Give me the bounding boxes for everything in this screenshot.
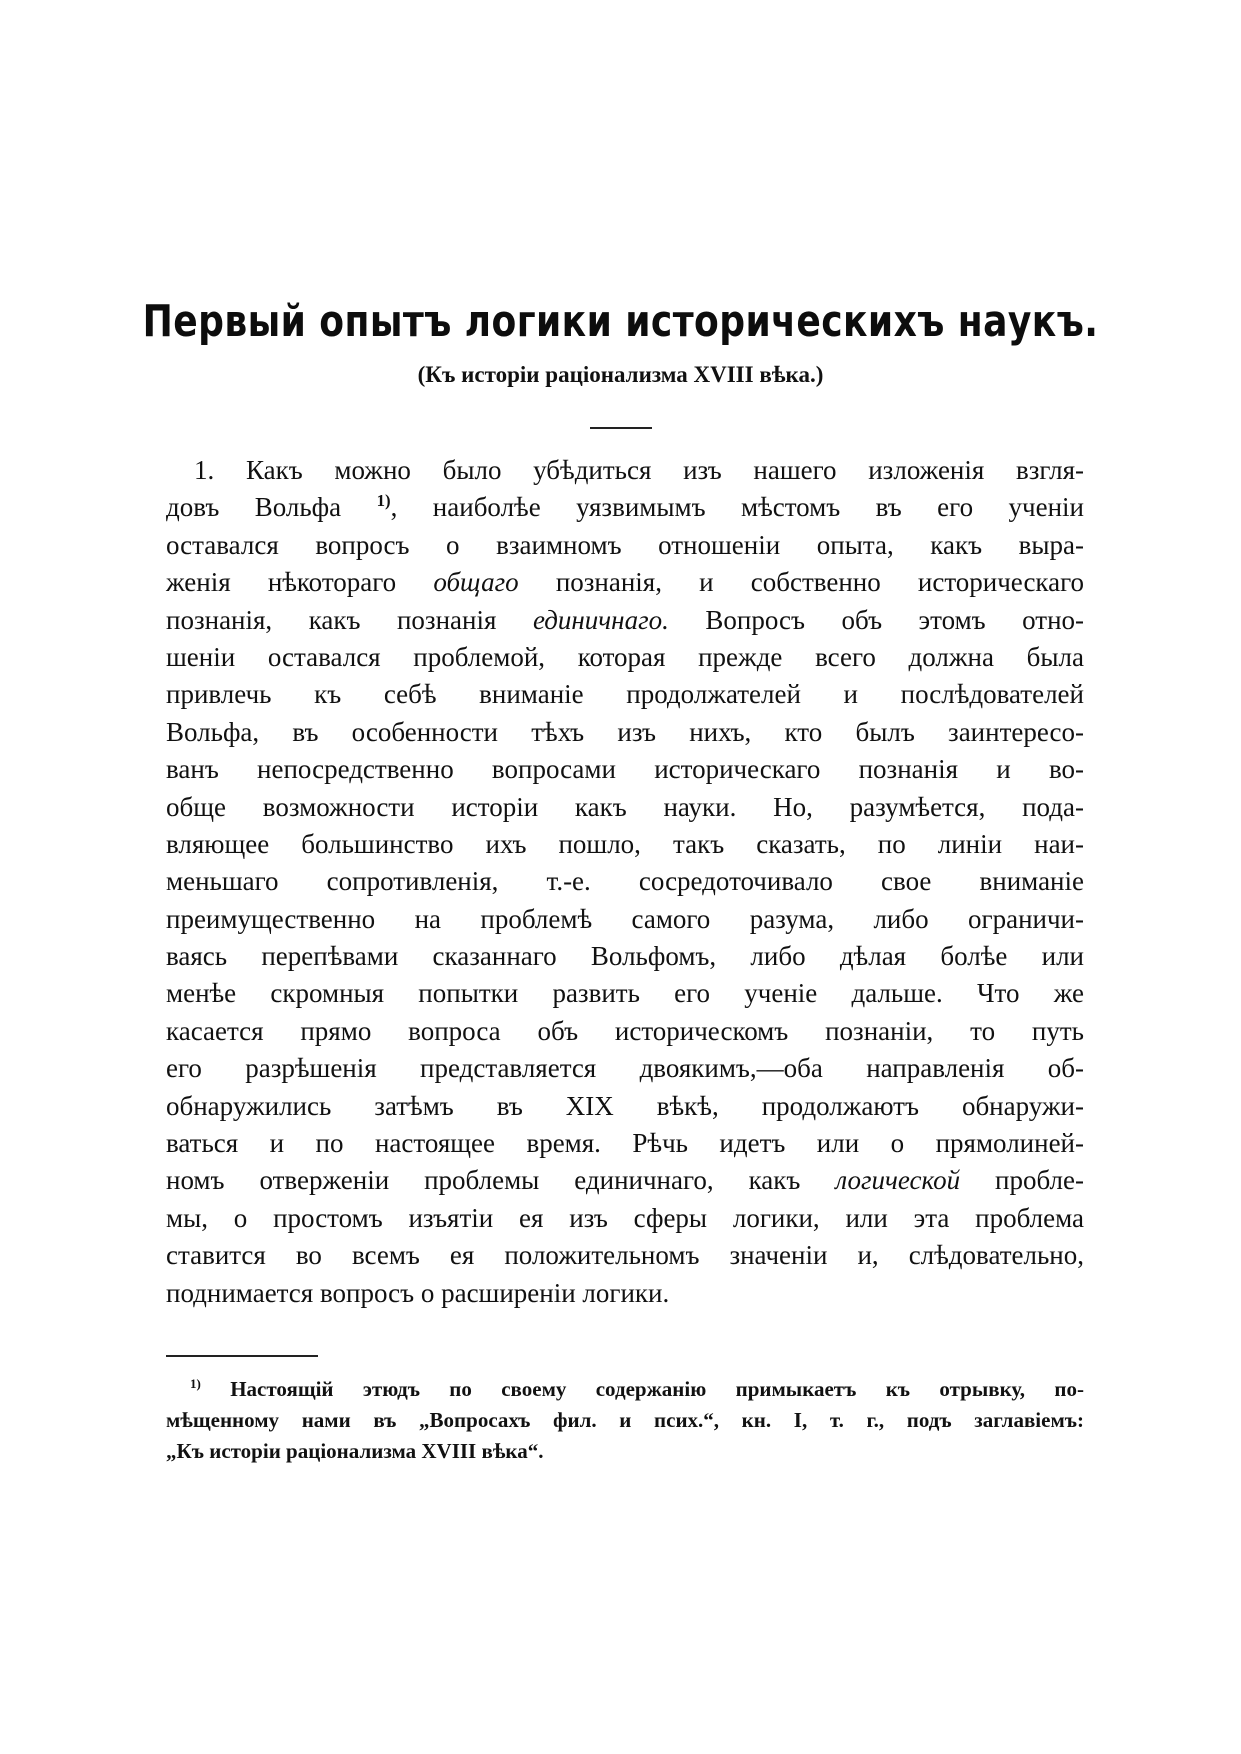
footnote-line: $^{1)}$ Настоящій этюдъ по своему содержанію примыкаетъ къ отрывку, по-: [190, 1376, 1084, 1401]
text-line: менѣе скромныя попытки развить его ученіе дальше. Что же: [166, 978, 1084, 1009]
text-line: его разрѣшенія представляется двоякимъ,—оба направленія об-: [166, 1053, 1084, 1084]
emphasis: единичнаго.: [532, 604, 669, 635]
text-line: женія нѣкотораго общаго познанія, и собственно историческаго: [166, 567, 1085, 598]
footnote: [166, 1374, 1084, 1467]
title-divider: [590, 427, 652, 429]
text-line: поднимается вопросъ о расширеніи логики.: [166, 1277, 670, 1308]
emphasis: общаго: [433, 567, 519, 598]
emphasis: логической: [835, 1165, 961, 1196]
text-line: обще возможности исторіи какъ науки. Но, разумѣется, пода-: [166, 791, 1084, 822]
text-line: ваться и по настоящее время. Рѣчь идетъ или о прямолиней-: [166, 1128, 1084, 1159]
footnote-line: мѣщенному нами въ „Вопросахъ фил. и псих.“, кн. I, т. г., подъ заглавіемъ:: [166, 1408, 1084, 1432]
text-line: привлечь къ себѣ вниманіе продолжателей и послѣдователей: [166, 679, 1084, 710]
text-line: ваясь перепѣвами сказаннаго Вольфомъ, либо дѣлая болѣе или: [166, 941, 1084, 972]
text-line: довъ Вольфа $^{1)}$, наиболѣе уязвимымъ мѣстомъ въ его ученіи: [166, 491, 1085, 523]
text-line: преимущественно на проблемѣ самого разума, либо ограничи-: [166, 903, 1084, 934]
text-line: 1. Какъ можно было убѣдиться изъ нашего изложенія взгля-: [194, 455, 1084, 485]
article-title: Первый опытъ логики историческихъ наукъ.: [142, 296, 1099, 347]
text-line: ставится во всемъ ея положительномъ значеніи и, слѣдовательно,: [166, 1240, 1084, 1271]
text-line: номъ отверженіи проблемы единичнаго, какъ логической пробле-: [166, 1165, 1085, 1196]
text-line: познанія, какъ познанія единичнаго. Вопросъ объ этомъ отно-: [166, 604, 1085, 635]
text-line: шеніи оставался проблемой, которая прежде всего должна была: [166, 641, 1084, 672]
footnote-reference: 1): [376, 491, 391, 511]
text-line: меньшаго сопротивленія, т.-е. сосредоточивало свое вниманіе: [166, 866, 1084, 897]
footnote-divider: [166, 1355, 318, 1357]
paragraph-number: 1.: [194, 455, 215, 485]
text-line: Вольфа, въ особенности тѣхъ изъ нихъ, кто былъ заинтересо-: [166, 716, 1084, 747]
footnote-marker: 1): [190, 1376, 201, 1391]
article-subtitle: (Къ исторіи раціонализма XVIII вѣка.): [417, 362, 824, 387]
text-line: ванъ непосредственно вопросами историческаго познанія и во-: [166, 754, 1084, 785]
text-line: оставался вопросъ о взаимномъ отношеніи опыта, какъ выра-: [166, 529, 1084, 560]
body-paragraph: [166, 452, 1084, 1312]
footnote-line: „Къ исторіи раціонализма XVIII вѣка“.: [166, 1439, 544, 1463]
text-line: обнаружились затѣмъ въ XIX вѣкѣ, продолжаютъ обнаружи-: [166, 1090, 1084, 1121]
text-line: вляющее большинство ихъ пошло, такъ сказать, по линіи наи-: [166, 828, 1084, 859]
text-line: касается прямо вопроса объ историческомъ познаніи, то путь: [166, 1015, 1084, 1046]
text-line: мы, о простомъ изъятіи ея изъ сферы логики, или эта проблема: [166, 1202, 1084, 1233]
